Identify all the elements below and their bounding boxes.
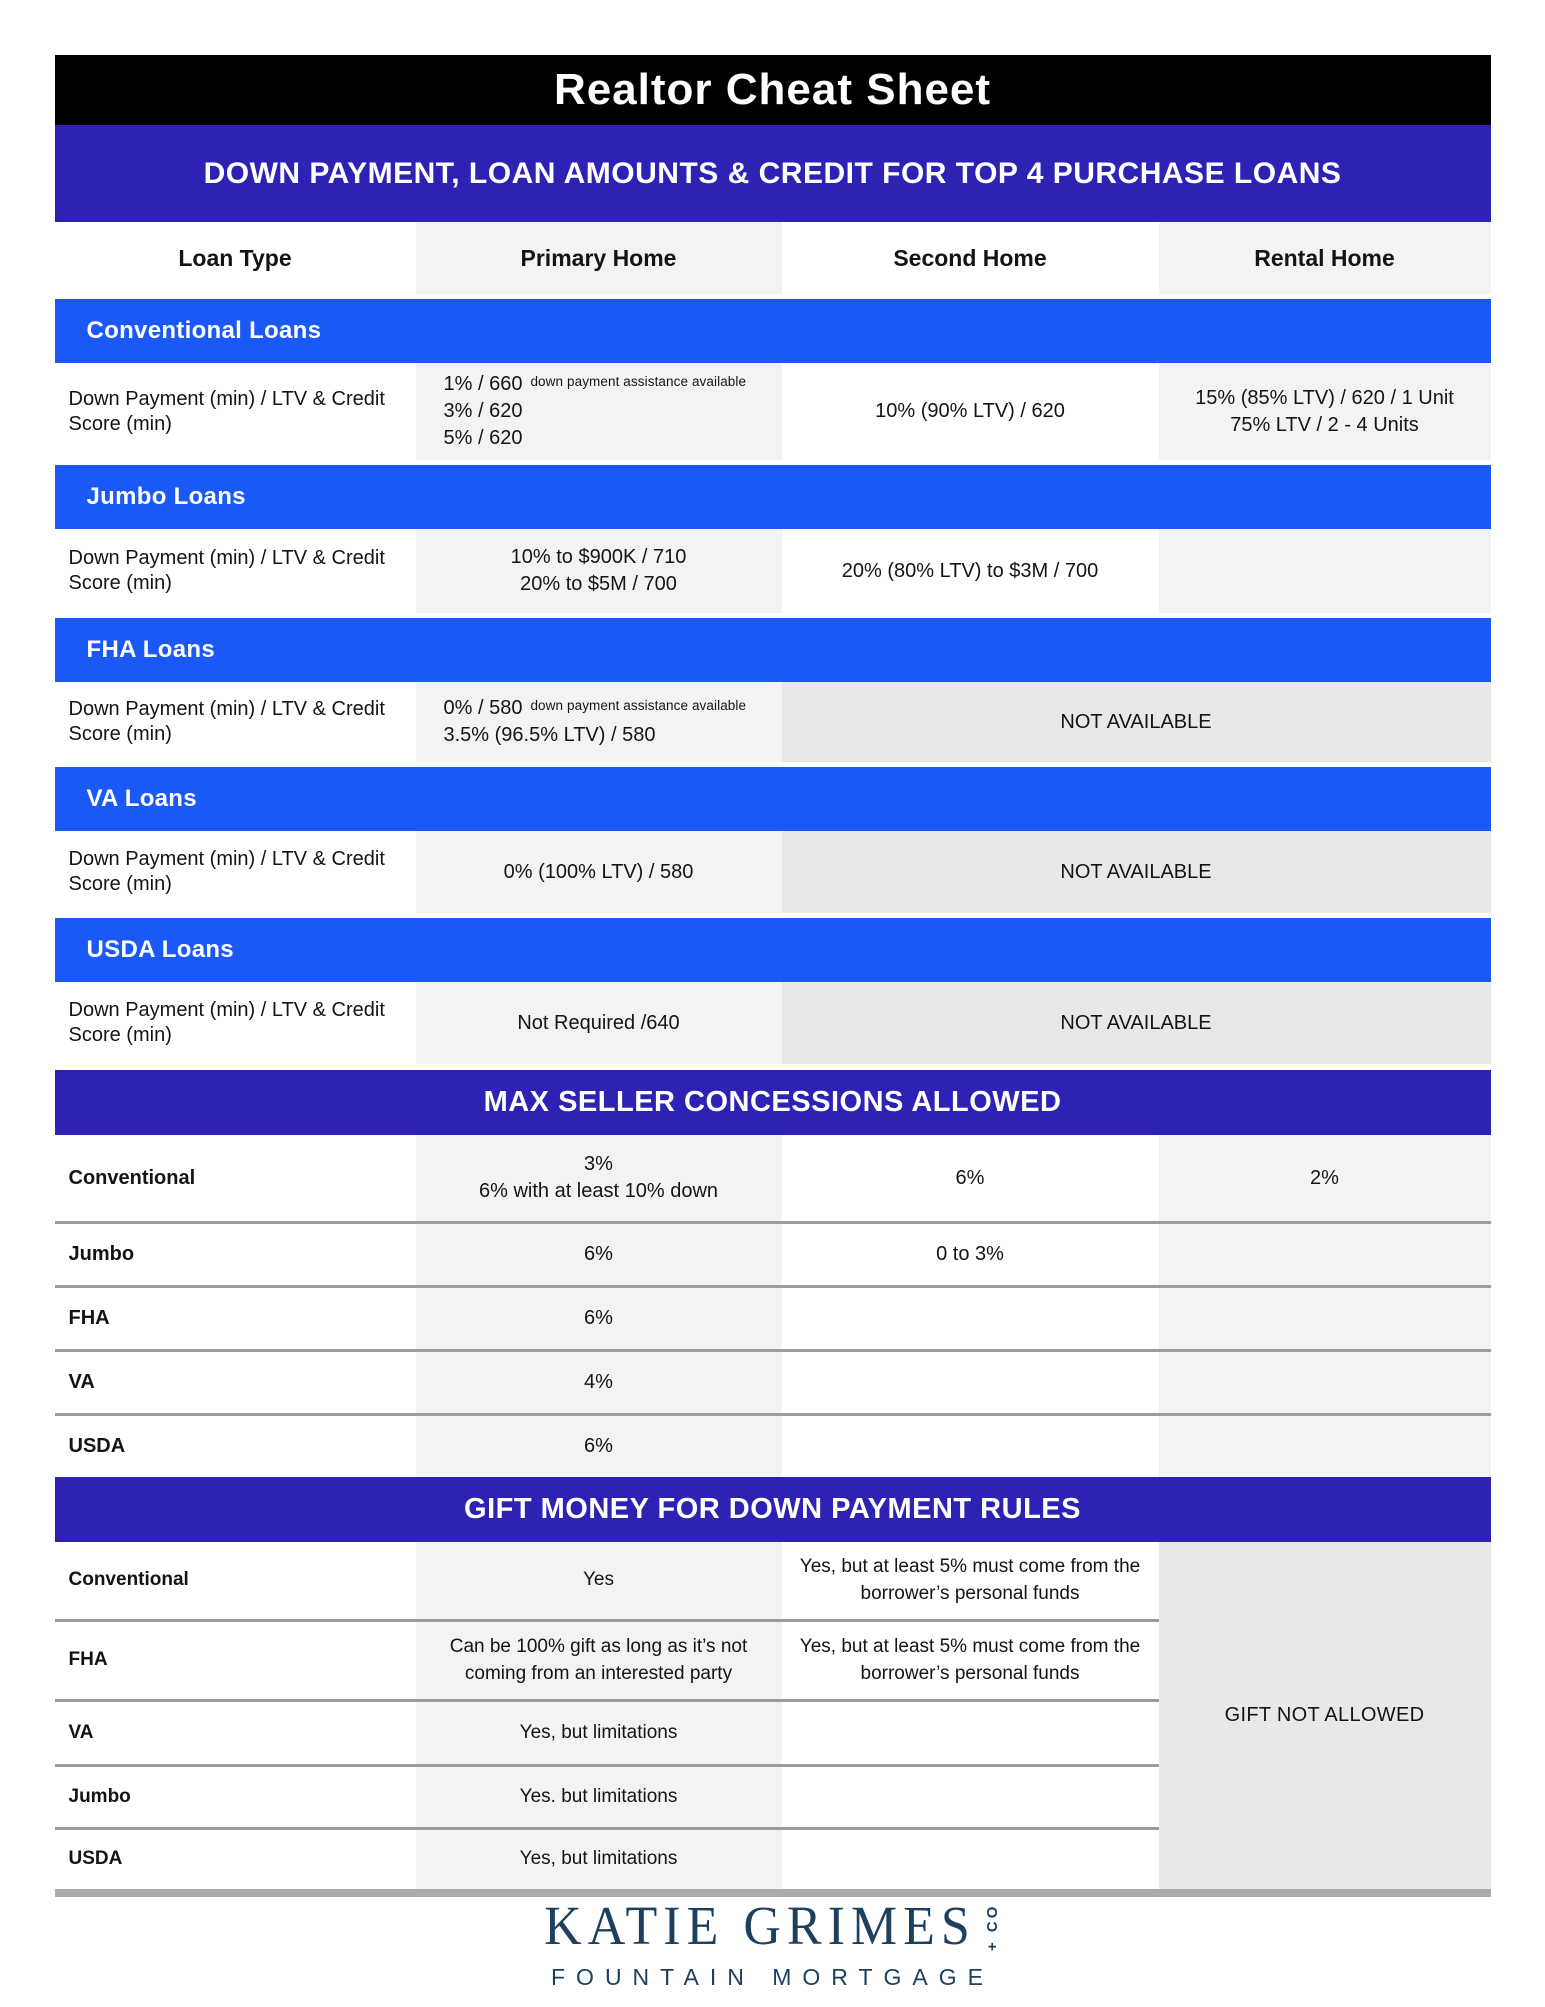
concession-primary-cell: 4% bbox=[416, 1352, 782, 1413]
gift-second-cell: Yes, but at least 5% must come from the borrower’s personal funds bbox=[799, 1635, 1141, 1684]
concession-second-cell: 0 to 3% bbox=[936, 1243, 1004, 1265]
concession-row-conventional bbox=[55, 1135, 1491, 1221]
gift-row-fha bbox=[55, 1619, 1159, 1699]
concession-row-va bbox=[55, 1349, 1491, 1413]
gift-row-va bbox=[55, 1699, 1159, 1764]
brand-name: KATIE GRIMES bbox=[544, 1896, 976, 1957]
loan-row-fha bbox=[55, 682, 1491, 762]
gifts-banner: GIFT MONEY FOR DOWN PAYMENT RULES bbox=[55, 1477, 1491, 1542]
concession-rental-cell bbox=[1159, 1352, 1491, 1413]
loan-row-usda bbox=[55, 982, 1491, 1064]
section-bar-conventional bbox=[55, 299, 1491, 363]
gift-loan-label: Conventional bbox=[68, 1569, 189, 1591]
concession-rental-cell bbox=[1159, 1288, 1491, 1349]
title-bar bbox=[55, 55, 1491, 125]
concession-primary-cell: 6% bbox=[416, 1288, 782, 1349]
jumbo-primary-cell bbox=[416, 529, 782, 613]
section-bar-jumbo bbox=[55, 465, 1491, 529]
gift-row-jumbo bbox=[55, 1764, 1159, 1827]
va-not-available-cell: NOT AVAILABLE bbox=[782, 831, 1491, 913]
gift-second-cell bbox=[782, 1830, 1159, 1889]
row-label: Down Payment (min) / LTV & Credit Score (min) bbox=[68, 547, 385, 594]
row-label: Down Payment (min) / LTV & Credit Score (min) bbox=[68, 999, 385, 1046]
gift-primary-cell: Yes. but limitations bbox=[416, 1767, 782, 1827]
column-header-primary-home: Primary Home bbox=[416, 222, 782, 294]
gift-row-usda bbox=[55, 1827, 1159, 1889]
column-header-row bbox=[55, 222, 1491, 294]
concession-row-fha bbox=[55, 1285, 1491, 1349]
gift-row-conventional bbox=[55, 1542, 1159, 1619]
concession-loan-label: FHA bbox=[68, 1307, 110, 1329]
footer bbox=[0, 1897, 1545, 2007]
assistance-note: down payment assistance available bbox=[530, 374, 747, 389]
section-bar-label: FHA Loans bbox=[86, 636, 215, 663]
page-title: Realtor Cheat Sheet bbox=[553, 65, 992, 114]
conventional-second-cell: 10% (90% LTV) / 620 bbox=[875, 400, 1065, 422]
gift-primary-cell: Yes bbox=[416, 1542, 782, 1619]
loan-row-jumbo bbox=[55, 529, 1491, 613]
concession-loan-label: Jumbo bbox=[68, 1243, 135, 1265]
conventional-primary-cell bbox=[416, 363, 782, 460]
section-bar-va bbox=[55, 767, 1491, 831]
concession-row-jumbo bbox=[55, 1221, 1491, 1285]
gift-second-cell bbox=[782, 1702, 1159, 1764]
value: 3% / 620 bbox=[443, 400, 523, 422]
value: 10% to $900K / 710 bbox=[510, 546, 687, 568]
row-label: Down Payment (min) / LTV & Credit Score (min) bbox=[68, 848, 385, 895]
section-bar-label: Conventional Loans bbox=[86, 317, 322, 344]
conventional-rental-cell bbox=[1159, 363, 1491, 460]
value: 1% / 660 bbox=[443, 373, 523, 395]
gift-rental-merged-cell: GIFT NOT ALLOWED bbox=[1159, 1542, 1491, 1889]
concession-second-cell: 6% bbox=[955, 1166, 985, 1189]
concession-loan-label: USDA bbox=[68, 1435, 126, 1457]
usda-not-available-cell: NOT AVAILABLE bbox=[782, 982, 1491, 1064]
concession-second-cell bbox=[782, 1288, 1159, 1349]
concession-primary-cell bbox=[416, 1135, 782, 1221]
gift-loan-label: FHA bbox=[68, 1649, 108, 1671]
row-label: Down Payment (min) / LTV & Credit Score (min) bbox=[68, 387, 385, 435]
section-bar-label: USDA Loans bbox=[86, 936, 234, 963]
fha-not-available-cell: NOT AVAILABLE bbox=[782, 682, 1491, 762]
column-header-loan-type: Loan Type bbox=[178, 244, 292, 271]
value: 6% with at least 10% down bbox=[478, 1180, 719, 1202]
section-bar-fha bbox=[55, 618, 1491, 682]
value: 15% (85% LTV) / 620 / 1 Unit bbox=[1195, 386, 1454, 409]
concessions-banner: MAX SELLER CONCESSIONS ALLOWED bbox=[55, 1070, 1491, 1135]
gift-loan-label: VA bbox=[68, 1721, 94, 1743]
column-header-second-home: Second Home bbox=[893, 244, 1047, 271]
concession-primary-cell: 6% bbox=[416, 1416, 782, 1477]
section-bar-label: VA Loans bbox=[86, 785, 197, 812]
value: 5% / 620 bbox=[443, 427, 523, 449]
gift-rows bbox=[55, 1542, 1159, 1889]
loans-banner: DOWN PAYMENT, LOAN AMOUNTS & CREDIT FOR TOP 4 PURCHASE LOANS bbox=[55, 125, 1491, 222]
gift-second-cell: Yes, but at least 5% must come from the borrower’s personal funds bbox=[799, 1555, 1141, 1604]
concession-row-usda bbox=[55, 1413, 1491, 1477]
jumbo-second-cell: 20% (80% LTV) to $3M / 700 bbox=[841, 559, 1099, 582]
concession-rental-cell bbox=[1159, 1224, 1491, 1285]
gift-second-cell bbox=[782, 1767, 1159, 1827]
va-primary-cell: 0% (100% LTV) / 580 bbox=[416, 831, 782, 913]
fha-primary-cell bbox=[416, 682, 782, 762]
jumbo-rental-cell bbox=[1159, 529, 1491, 613]
concession-second-cell bbox=[782, 1416, 1159, 1477]
gift-section bbox=[55, 1542, 1491, 1889]
gift-primary-cell: Yes, but limitations bbox=[416, 1830, 782, 1889]
loan-row-va bbox=[55, 831, 1491, 913]
gift-loan-label: Jumbo bbox=[68, 1785, 131, 1807]
concession-loan-label: VA bbox=[68, 1371, 95, 1393]
concession-loan-label: Conventional bbox=[68, 1166, 196, 1189]
concession-rental-cell: 2% bbox=[1159, 1135, 1491, 1221]
brand-suffix: + CO bbox=[983, 1902, 1001, 1951]
loan-row-conventional bbox=[55, 363, 1491, 460]
column-header-rental-home: Rental Home bbox=[1159, 222, 1491, 294]
concession-rental-cell bbox=[1159, 1416, 1491, 1477]
section-bar-usda bbox=[55, 918, 1491, 982]
usda-primary-cell: Not Required /640 bbox=[416, 982, 782, 1064]
value: 75% LTV / 2 - 4 Units bbox=[1230, 413, 1419, 436]
value: 20% to $5M / 700 bbox=[520, 573, 677, 595]
brand-tagline: FOUNTAIN MORTGAGE bbox=[551, 1964, 994, 1990]
value: 0% / 580 bbox=[443, 697, 523, 719]
section-bar-label: Jumbo Loans bbox=[86, 483, 246, 510]
gift-loan-label: USDA bbox=[68, 1848, 123, 1870]
sheet bbox=[55, 55, 1491, 1897]
assistance-note: down payment assistance available bbox=[530, 698, 747, 713]
gift-primary-cell: Can be 100% gift as long as it’s not coming from an interested party bbox=[416, 1622, 782, 1699]
value: 3% bbox=[584, 1153, 613, 1175]
row-label: Down Payment (min) / LTV & Credit Score (min) bbox=[68, 698, 385, 745]
gift-primary-cell: Yes, but limitations bbox=[416, 1702, 782, 1764]
brand-logo bbox=[544, 1897, 1001, 1956]
concession-primary-cell: 6% bbox=[416, 1224, 782, 1285]
concession-second-cell bbox=[782, 1352, 1159, 1413]
value: 3.5% (96.5% LTV) / 580 bbox=[443, 724, 656, 746]
